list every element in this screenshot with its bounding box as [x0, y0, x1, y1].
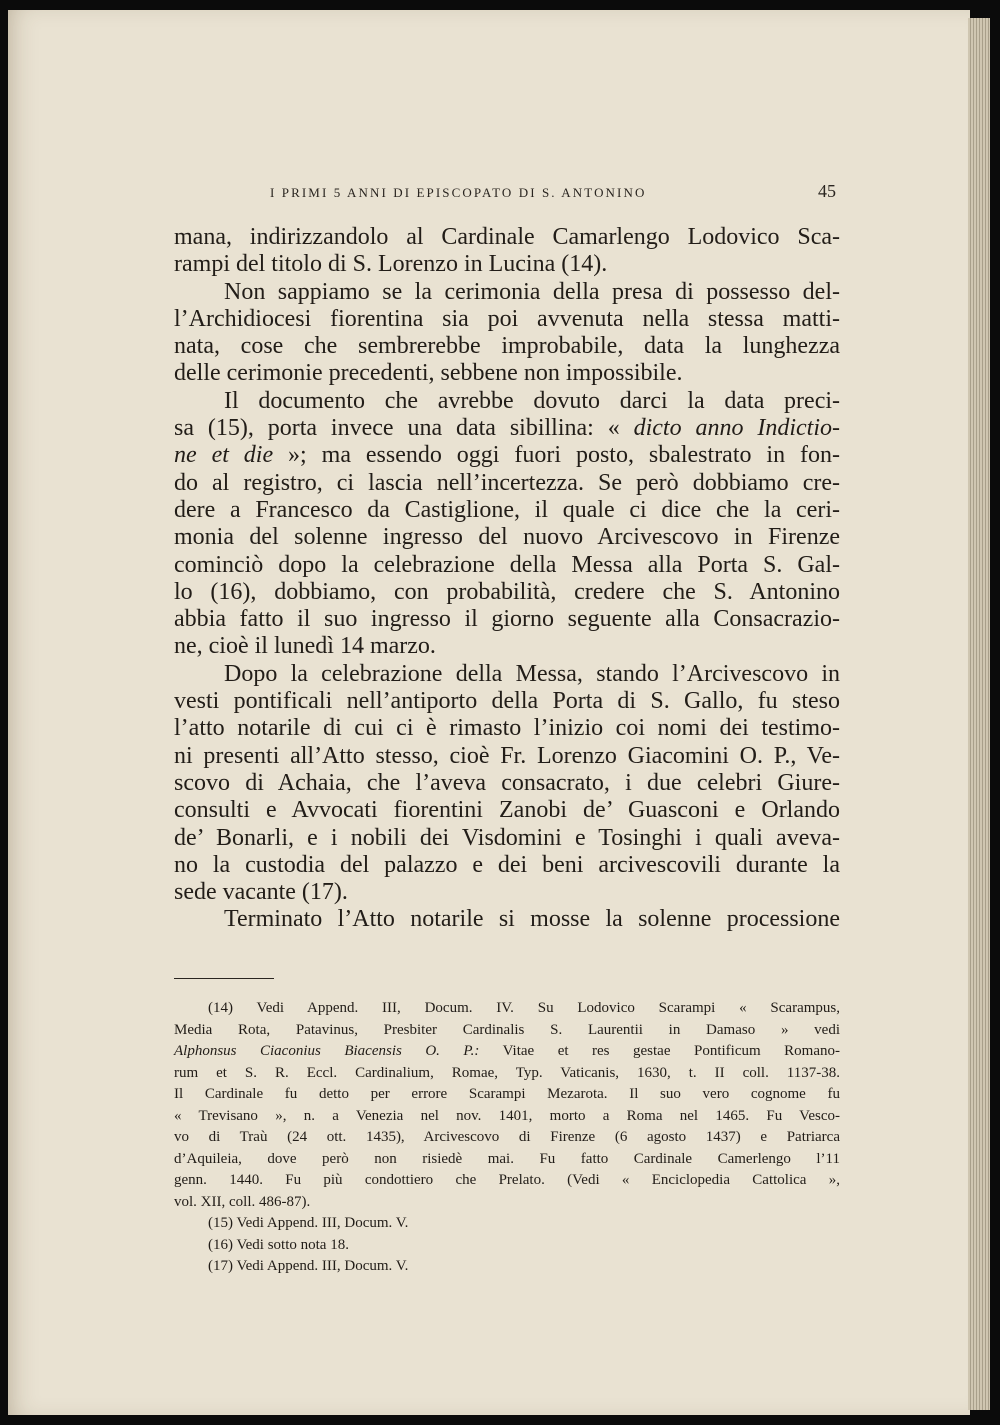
line-text: delle cerimonie precedenti, sebbene non impossibile.: [174, 360, 683, 387]
line-text: Terminato l’Atto notarile si mosse la solenne processione: [224, 906, 840, 933]
line-text: Non sappiamo se la cerimonia della presa di possesso del-: [224, 278, 840, 305]
italic-text: ne et die: [174, 442, 274, 469]
line-text: rum et S. R. Eccl. Cardinalium, Romae, Typ. Vaticanis, 1630, t. II coll. 1137-38.: [174, 1064, 840, 1081]
body-line: [174, 661, 840, 688]
italic-text: Alphonsus Ciaconius Biacensis O. P.:: [174, 1043, 480, 1059]
line-text: ni presenti all’Atto stesso, cioè Fr. Lorenzo Giacomini O. P., Ve-: [174, 742, 840, 769]
body-line: [174, 497, 840, 524]
line-text: vo di Traù (24 ott. 1435), Arcivescovo di Firenze (6 agosto 1437) e Patriarca: [174, 1129, 840, 1145]
body-line: [174, 633, 840, 660]
footnotes: [174, 998, 840, 1278]
line-text: monia del solenne ingresso del nuovo Arcivescovo in Firenze: [174, 524, 840, 551]
footnote-rule: [174, 978, 274, 979]
line-text: scovo di Achaia, che l’aveva consacrato, i due celebri Giure-: [174, 769, 840, 796]
line-text: ne, cioè il lunedì 14 marzo.: [174, 633, 436, 660]
line-text: lo (16), dobbiamo, con probabilità, credere che S. Antonino: [174, 578, 840, 605]
running-head: I PRIMI 5 ANNI DI EPISCOPATO DI S. ANTONINO: [270, 185, 647, 200]
line-text: consulti e Avvocati fiorentini Zanobi de’ Guasconi e Orlando: [174, 797, 840, 824]
line-text: sede vacante (17).: [174, 879, 348, 906]
body-line: [174, 333, 840, 360]
line-text: vesti pontificali nell’antiporto della Porta di S. Gallo, fu steso: [174, 688, 840, 715]
italic-text: dicto anno Indictio-: [633, 415, 840, 442]
line-text: »; ma essendo oggi fuori posto, sbalestrato in fon-: [273, 442, 840, 469]
line-text: mana, indirizzandolo al Cardinale Camarlengo Lodovico Sca-: [174, 224, 840, 250]
book-page: [8, 10, 970, 1415]
body-line: [174, 797, 840, 824]
footnote-line: [174, 1213, 840, 1235]
line-text: genn. 1440. Fu più condottiero che Prelato. (Vedi « Enciclopedia Cattolica »,: [174, 1172, 840, 1188]
line-text: (15) Vedi Append. III, Docum. V.: [208, 1215, 409, 1231]
line-text: (17) Vedi Append. III, Docum. V.: [208, 1258, 409, 1274]
line-text: Il Cardinale fu detto per errore Scarampi Mezarota. Il suo vero cognome fu: [174, 1086, 840, 1102]
body-line: [174, 415, 840, 442]
body-line: [174, 279, 840, 306]
line-text: d’Aquileia, dove però non risiedè mai. Fu fatto Cardinale Camerlengo l’11: [174, 1150, 840, 1167]
line-text: no la custodia del palazzo e dei beni arcivescovili durante la: [174, 851, 840, 878]
body-line: [174, 470, 840, 497]
footnote-line: [174, 1235, 840, 1257]
line-text: l’atto notarile di cui ci è rimasto l’inizio coi nomi dei testimo-: [174, 715, 840, 742]
line-text: dere a Francesco da Castiglione, il quale ci dice che la ceri-: [174, 496, 840, 523]
line-text: cominciò dopo la celebrazione della Messa alla Porta S. Gal-: [174, 551, 840, 578]
body-line: [174, 879, 840, 906]
line-text: l’Archidiocesi fiorentina sia poi avvenuta nella stessa matti-: [174, 305, 840, 332]
line-text: abbia fatto il suo ingresso il giorno seguente alla Consacrazio-: [174, 606, 840, 633]
body-line: [174, 360, 840, 387]
line-text: Media Rota, Patavinus, Presbiter Cardinalis S. Laurentii in Damaso » vedi: [174, 1021, 840, 1038]
footnote-line: [174, 1063, 840, 1085]
page-edge: [968, 18, 990, 1410]
body-line: [174, 770, 840, 797]
line-text: (14) Vedi Append. III, Docum. IV. Su Lodovico Scarampi « Scarampus,: [208, 1000, 840, 1016]
line-text: sa (15), porta invece una data sibillina: «: [174, 415, 634, 442]
body-line: [174, 306, 840, 333]
body-line: [174, 606, 840, 633]
footnote-line: [174, 1106, 840, 1128]
line-text: nata, cose che sembrerebbe improbabile, data la lunghezza: [174, 333, 840, 360]
line-text: rampi del titolo di S. Lorenzo in Lucina (14).: [174, 251, 608, 278]
footnote-line: [174, 1170, 840, 1192]
body-line: [174, 715, 840, 742]
footnote-line: [174, 1127, 840, 1149]
line-text: Il documento che avrebbe dovuto darci la data preci-: [224, 387, 840, 414]
footnote-line: [174, 1041, 840, 1063]
page-number: 45: [818, 181, 836, 201]
footnote-line: [174, 1020, 840, 1042]
footnote-line: [174, 1192, 840, 1214]
body-line: [174, 552, 840, 579]
line-text: do al registro, ci lascia nell’incertezza. Se però dobbiamo cre-: [174, 469, 840, 496]
body-line: [174, 579, 840, 606]
line-text: vol. XII, coll. 486-87).: [174, 1193, 311, 1210]
body-line: [174, 852, 840, 879]
footnote-line: [174, 1084, 840, 1106]
line-text: (16) Vedi sotto nota 18.: [208, 1236, 349, 1253]
body-line: [174, 524, 840, 551]
line-text: de’ Bonarli, e i nobili dei Visdomini e Tosinghi i quali aveva-: [174, 824, 840, 851]
line-text: Dopo la celebrazione della Messa, stando l’Arcivescovo in: [224, 660, 840, 687]
body-line: [174, 251, 840, 278]
footnote-line: [174, 998, 840, 1020]
body-line: [174, 743, 840, 770]
line-text: « Trevisano », n. a Venezia nel nov. 1401, morto a Roma nel 1465. Fu Vesco-: [174, 1107, 840, 1124]
body-line: [174, 825, 840, 852]
line-text: Vitae et res gestae Pontificum Romano-: [479, 1043, 840, 1059]
body-line: [174, 224, 840, 251]
body-line: [174, 688, 840, 715]
body-line: [174, 388, 840, 415]
body-text: [174, 224, 840, 934]
footnote-line: [174, 1149, 840, 1171]
body-line: [174, 906, 840, 933]
body-line: [174, 442, 840, 469]
footnote-line: [174, 1256, 840, 1278]
